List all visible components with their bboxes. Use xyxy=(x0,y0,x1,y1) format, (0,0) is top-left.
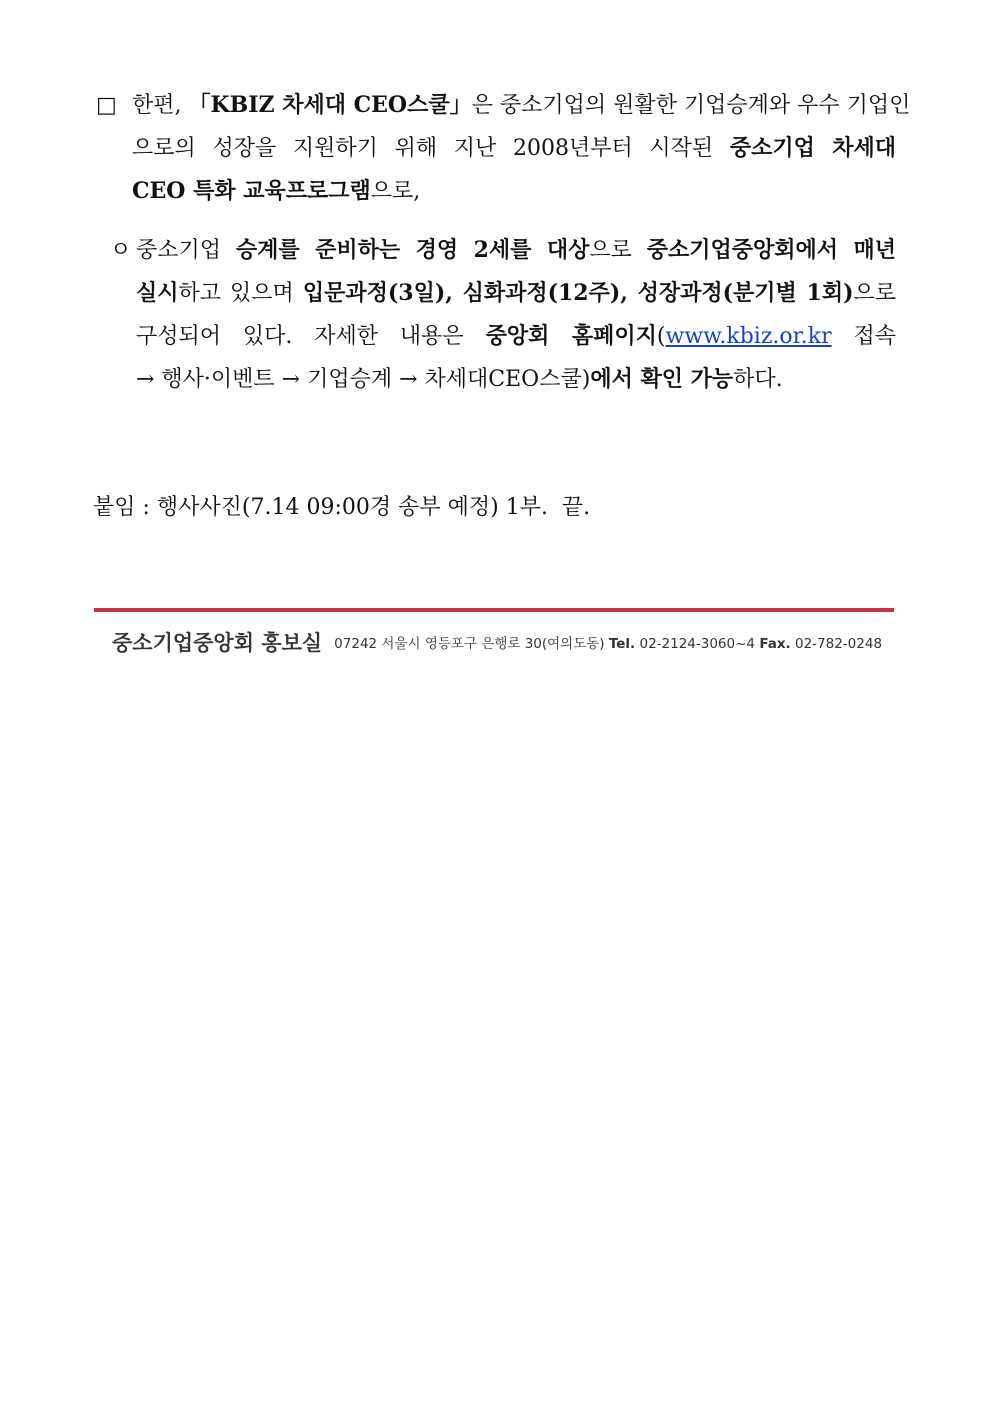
text: 으로 xyxy=(853,281,896,306)
course-list: 입문과정(3일), 심화과정(12주), 성장과정(분기별 1회) xyxy=(302,280,854,306)
para2-line1 xyxy=(136,229,896,272)
emphasis: 중앙회 홈페이지 xyxy=(485,323,657,349)
emphasis: 승계를 준비하는 경영 2세를 대상 xyxy=(235,237,590,263)
para1-line2 xyxy=(132,127,896,170)
emphasis: 중소기업 차세대 xyxy=(729,135,896,161)
text: 으로 xyxy=(589,238,647,263)
fax-number: 02-782-0248 xyxy=(790,636,883,652)
para1-line3 xyxy=(132,170,896,213)
text: 접속 xyxy=(831,324,896,349)
footer-contact xyxy=(334,632,882,652)
emphasis: 실시 xyxy=(136,280,179,306)
text: 은 중소기업의 원활한 기업승계와 우수 기업인 xyxy=(471,93,911,118)
para1-line1 xyxy=(132,84,911,127)
emphasis: 중소기업중앙회에서 매년 xyxy=(646,237,896,263)
tel-number: 02-2124-3060~4 xyxy=(635,636,760,652)
square-bullet-icon: □ xyxy=(96,93,117,118)
text: 중소기업 xyxy=(136,238,236,263)
text: 으로, xyxy=(370,179,421,204)
footer-divider xyxy=(94,608,894,612)
text: 하고 있으며 xyxy=(178,281,303,306)
paragraph-kbiz-school xyxy=(96,84,911,213)
footer-address: 07242 서울시 영등포구 은행로 30(여의도동) xyxy=(334,636,609,652)
text: 으로의 성장을 지원하기 위해 지난 2008년부터 시작된 xyxy=(132,136,730,161)
fax-label: Fax. xyxy=(759,636,791,652)
text: 한편, xyxy=(132,93,189,118)
paragraph-program-detail xyxy=(110,229,896,401)
para2-line4 xyxy=(136,358,896,401)
text: 구성되어 있다. 자세한 내용은 xyxy=(136,324,486,349)
emphasis: 에서 확인 가능 xyxy=(590,366,734,392)
footer-org: 중소기업중앙회 홍보실 xyxy=(112,631,323,655)
text: ( xyxy=(656,324,666,349)
para2-line2 xyxy=(136,272,896,315)
kbiz-website-link[interactable]: www.kbiz.or.kr xyxy=(665,324,832,349)
navigation-path: → 행사·이벤트 → 기업승계 → 차세대CEO스쿨) xyxy=(136,367,591,392)
circle-bullet-icon: ㅇ xyxy=(110,238,132,263)
text: 하다. xyxy=(733,367,783,392)
program-name: 「KBIZ 차세대 CEO스쿨」 xyxy=(188,92,472,118)
para2-line3 xyxy=(136,315,896,358)
emphasis: CEO 특화 교육프로그램 xyxy=(132,178,371,204)
attachment-note: 붙임 : 행사사진(7.14 09:00경 송부 예정) 1부. 끝. xyxy=(93,495,591,520)
footer xyxy=(112,622,892,662)
tel-label: Tel. xyxy=(608,636,636,652)
